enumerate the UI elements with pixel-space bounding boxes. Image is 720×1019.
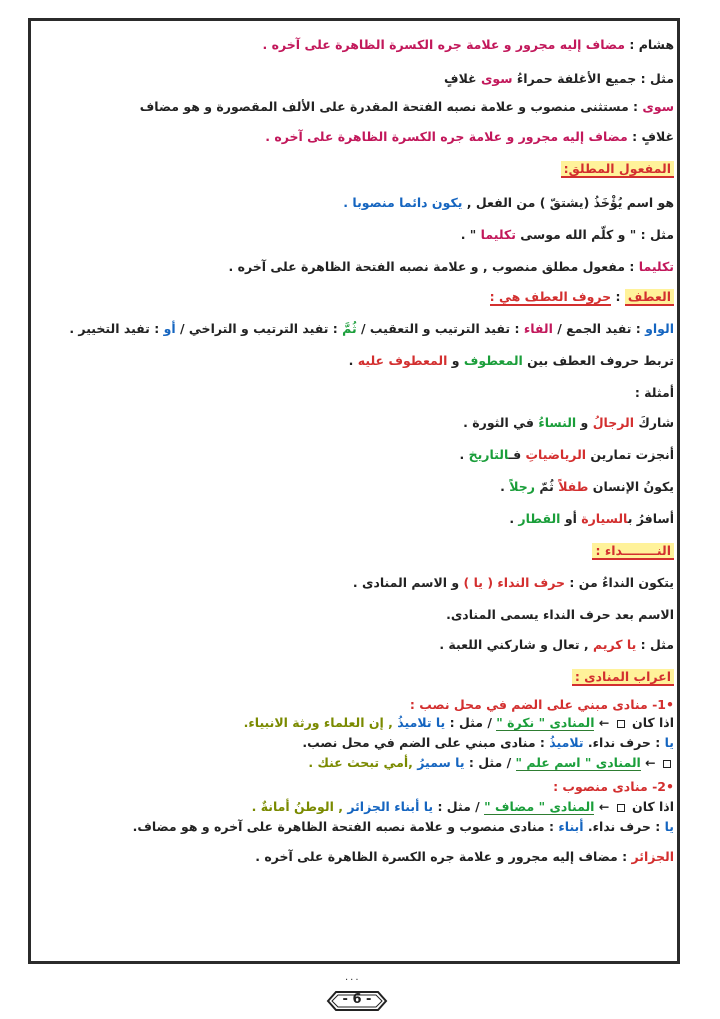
text-line: هو اسم يُؤْخَذُ (يشتقّ ) من الفعل , يكون دائما منصوبا . <box>343 195 674 210</box>
subheading: •1- منادى مبني على الضم في محل نصب : <box>409 697 674 712</box>
subheading: •2- منادى منصوب : <box>553 779 674 794</box>
square-icon <box>617 720 625 728</box>
text-line: مثل : يا كريم , تعال و شاركني اللعبة . <box>439 637 674 652</box>
text-line: أسافرُ بالسيارة أو القطار . <box>509 511 674 526</box>
footer-dots: ... <box>345 972 361 983</box>
text-line: الاسم بعد حرف النداء يسمى المنادى. <box>446 607 674 622</box>
square-icon <box>617 804 625 812</box>
text-line: سوى : مستثنى منصوب و علامة نصبه الفتحة المقدرة على الألف المقصورة و هو مضاف <box>139 99 674 114</box>
section-heading: المفعول المطلق: <box>44 160 674 178</box>
text-line: الجزائر : مضاف إليه مجرور و علامة جره الكسرة الظاهرة على آخره . <box>255 849 674 864</box>
text-line: غلافٍ : مضاف إليه مجرور و علامة جره الكسرة الظاهرة على آخره . <box>265 129 674 144</box>
section-heading: العطف : حروف العطف هي : <box>44 288 674 306</box>
text-line: هشام : مضاف إليه مجرور و علامة جره الكسرة الظاهرة على آخره . <box>262 37 674 52</box>
text-line: يتكون النداءُ من : حرف النداء ( يا ) و الاسم المنادى . <box>352 575 674 590</box>
text-line: يا : حرف نداء. تلاميذُ : منادى مبني على الضم في محل نصب. <box>302 735 674 750</box>
page-number: - 6 - <box>342 992 372 1007</box>
text-line: مثل : جميع الأغلفة حمراءُ سوى غلافٍ <box>444 71 674 86</box>
text-line: شاركَ الرجالُ و النساءُ في الثورة . <box>463 415 674 430</box>
text-line: مثل : " و كلّم الله موسى تكليما " . <box>460 227 674 242</box>
text-line: تكليما : مفعول مطلق منصوب , و علامة نصبه الفتحة الظاهرة على آخره . <box>228 259 674 274</box>
text-line: يكونُ الإنسان طفلاً ثُمّ رجلاً . <box>500 479 674 494</box>
document-page <box>44 26 674 956</box>
text-line: أنجزت تمارين الرياضياتِ فـالتاريخ . <box>459 447 674 462</box>
text-line: يا : حرف نداء. أبناء : منادى منصوب و علامة نصبه الفتحة الظاهرة على آخره و هو مضاف. <box>132 819 674 834</box>
text-line: تربط حروف العطف بين المعطوف و المعطوف عليه . <box>348 353 674 368</box>
section-heading: النــــــــداء : <box>44 542 674 560</box>
section-heading: اعراب المنادى : <box>44 668 674 686</box>
page-number-badge <box>326 988 388 1014</box>
text-line: الواو : تفيد الجمع / الفاء : تفيد الترتيب و التعقيب / ثُمَّ : تفيد الترتيب و التراخي / أو : تفيد التخيير . <box>69 321 674 336</box>
text-line: اذا كان ← المنادى " مضاف " / مثل : يا أبناء الجزائر , الوطنُ أمانةٌ . <box>251 799 674 814</box>
text-line: أمثلة : <box>634 385 674 400</box>
text-line: اذا كان ← المنادى " نكرة " / مثل : يا تلاميذُ , إن العلماء ورثة الانبياء. <box>243 715 674 730</box>
text-line: ← المنادى " اسم علم " / مثل : يا سميرُ ,أمي تبحث عنك . <box>44 754 674 772</box>
square-icon <box>663 760 671 768</box>
